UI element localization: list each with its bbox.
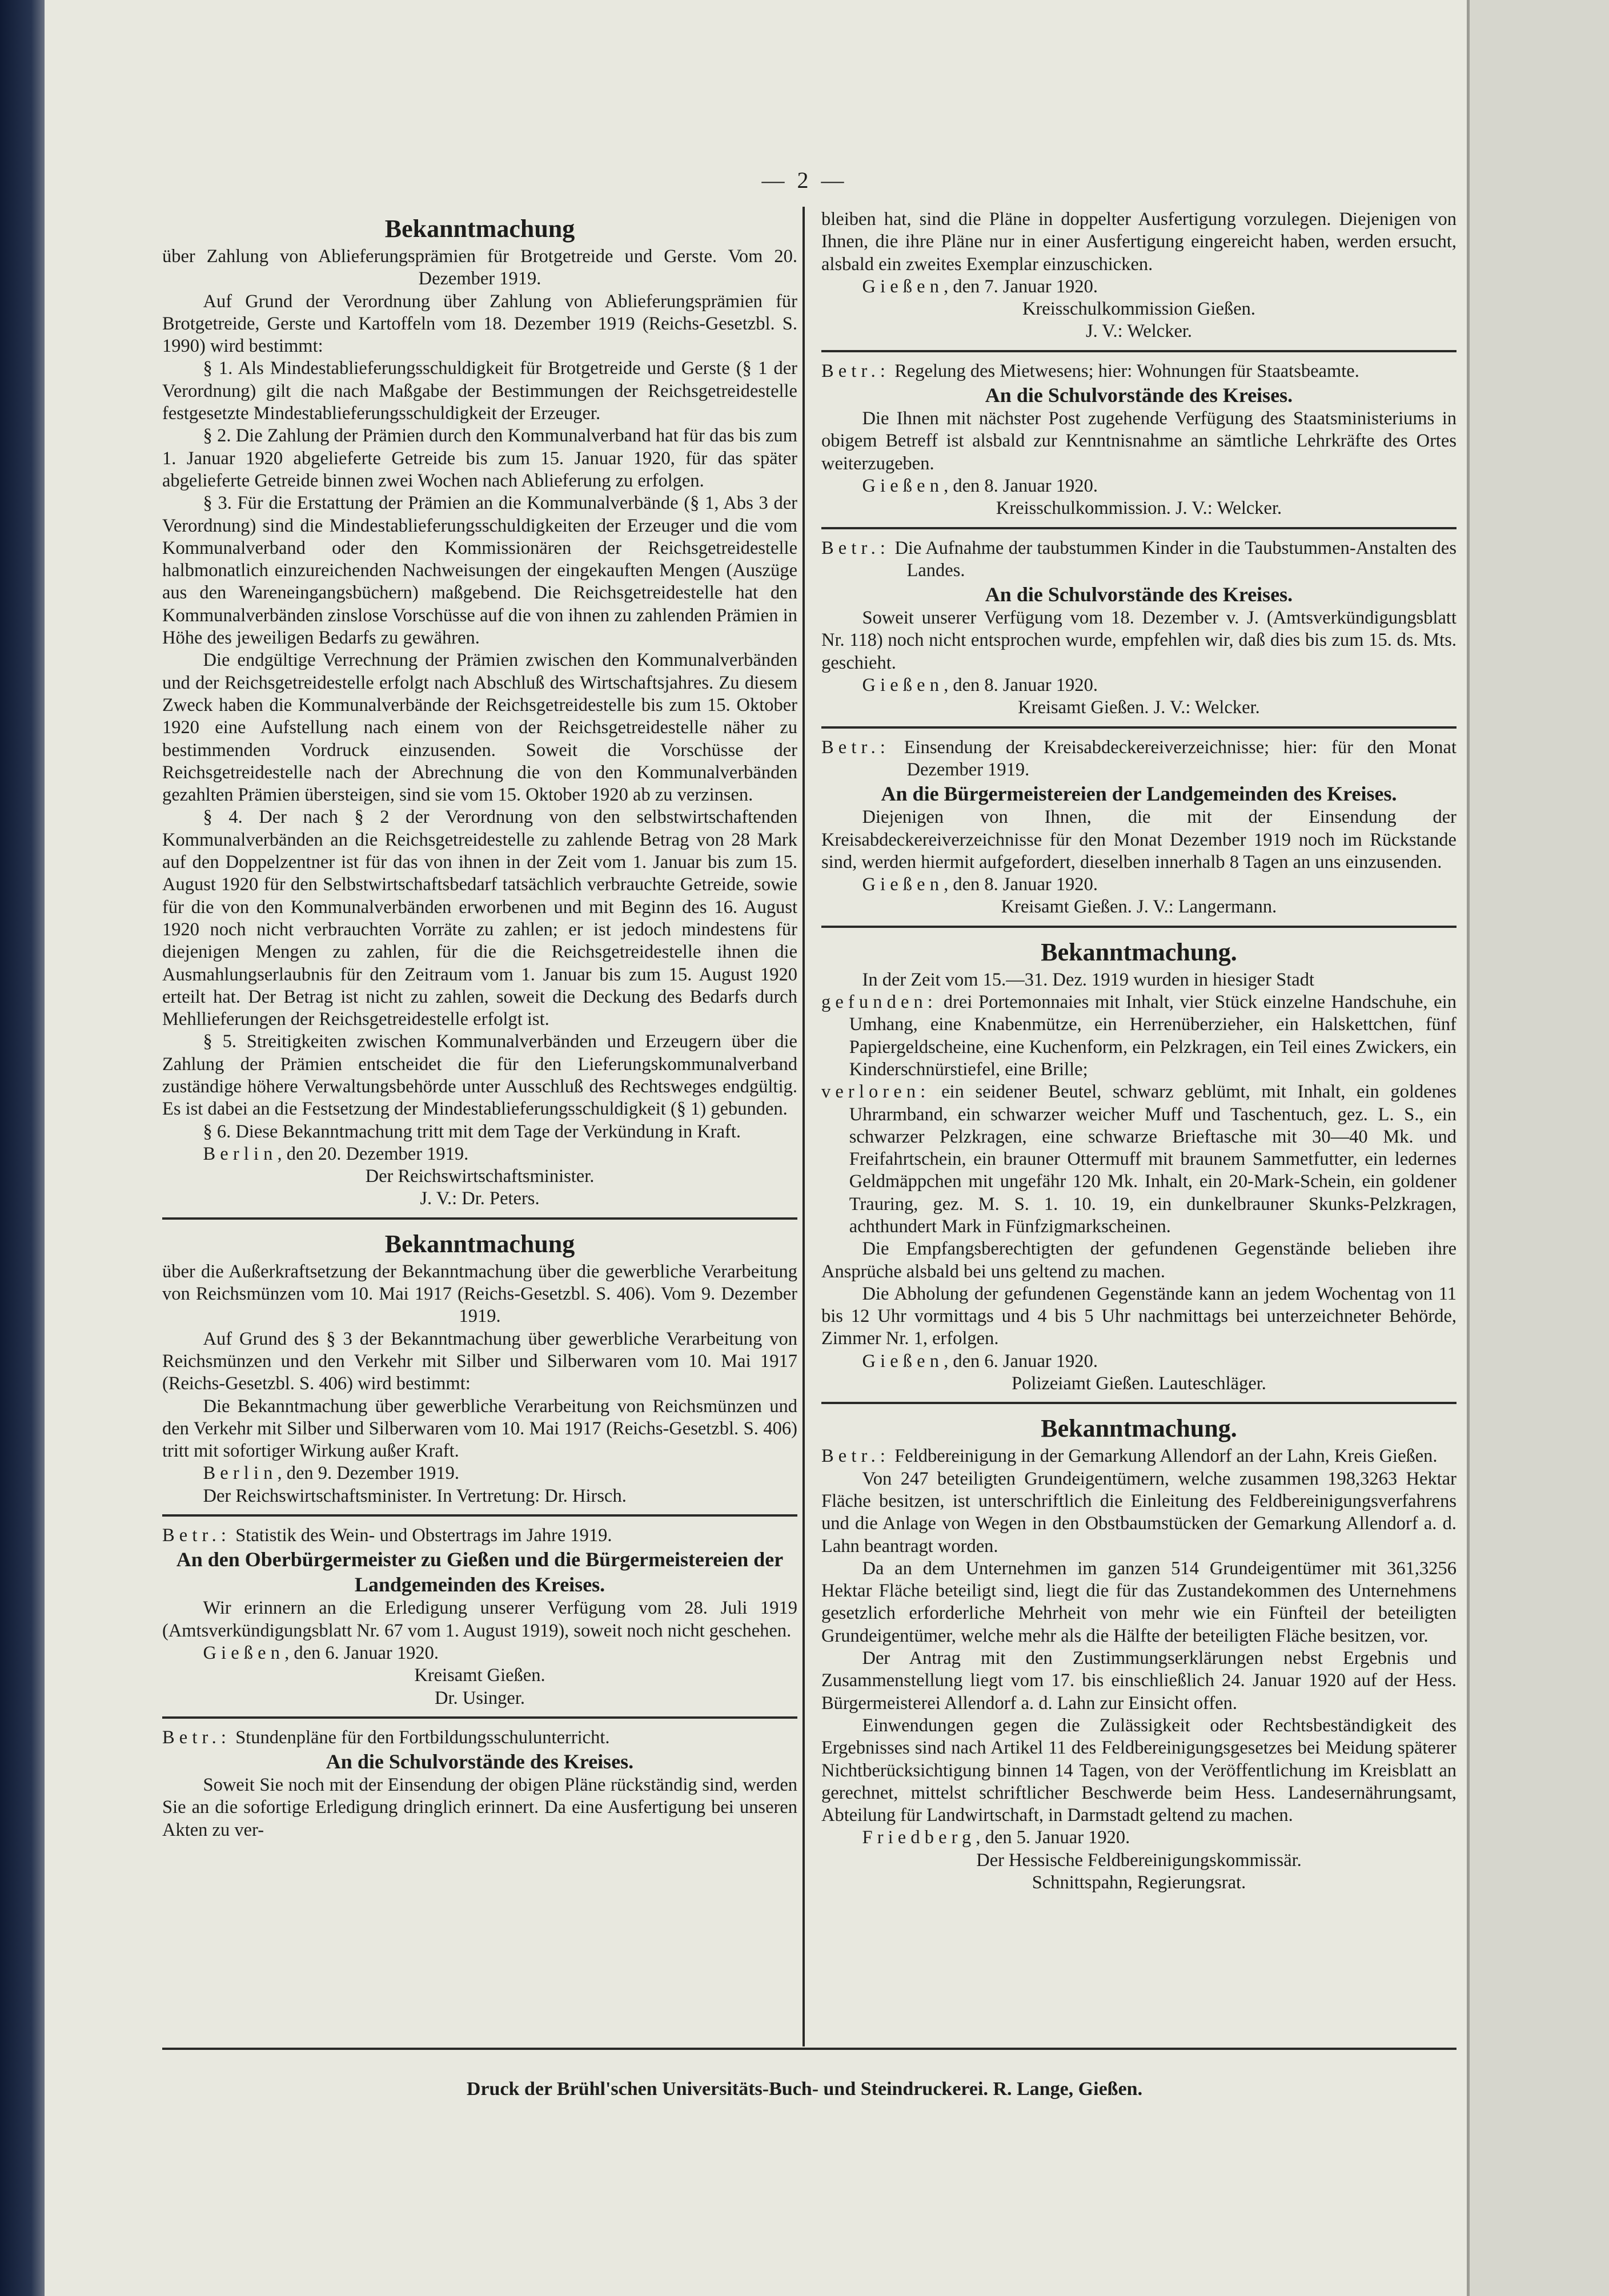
dateline-text: , den 8. Januar 1920. (944, 874, 1098, 895)
signature-line: Kreisschulkommission. J. V.: Welcker. (996, 498, 1282, 519)
addressee-heading: An die Schulvorstände des Kreises. (326, 1750, 634, 1774)
right-column (821, 208, 1456, 1894)
section-divider (162, 1514, 797, 1517)
paragraph: Wir erinnern an die Erledigung unserer Verfügung vom 28. Juli 1919 (Amtsverkündigungsblatt Nr. 67 vom 1. August 1919), soweit noch nicht geschehen. (162, 1598, 797, 1641)
paragraph: § 4. Der nach § 2 der Verordnung von den selbstwirtschaftenden Kommunalverbänden an die Reichsgetreidestelle zu zahlende Betrag von 28 Mark auf den Doppelzentner ist für das von ihnen in der Zeit vom 1. Januar bis zum 15. August 1920 für den Selbstwirtschaftsbedarf tatsächlich verbrauchte Getreide, sowie für die von den Kommunalverbänden erworbenen und mit Beginn des 16. August 1920 noch nicht verbrauchten Vorräte zu zahlen; er ist jedoch mindestens für diejenigen Mengen zu zahlen, für die die Reichsgetreidestelle ihnen die Ausmahlungserlaubnis für den Zeitraum vom 1. Januar bis zum 15. August 1920 erteilt hat. Der Betrag ist nicht zu zahlen, soweit die Deckung des Bedarfs durch Mehllieferungen der Reichsgetreidestelle erfolgt ist. (162, 807, 797, 1030)
line-text: drei Portemonnaies mit Inhalt, vier Stück einzelne Handschuhe, ein Umhang, eine Knabenmütze, ein Herrenüberzieher, ein Halskettchen, fünf Papiergeldscheine, eine Kuchenform, ein Pelzkragen, ein Teil eines Zwickers, ein Kinderschnürstiefel, eine Brille; (849, 992, 1457, 1080)
section-divider (821, 1402, 1456, 1404)
signature-line: Polizeiamt Gießen. Lauteschläger. (1012, 1373, 1266, 1394)
page-number: — 2 — (761, 167, 848, 193)
dateline (162, 1143, 797, 1165)
addressee-heading: An den Oberbürgermeister zu Gießen und die Bürgermeistereien der Landgemeinden des Kreises. (176, 1548, 784, 1597)
line-text: ein seidener Beutel, schwarz geblümt, mit Inhalt, ein goldenes Uhrarmband, ein schwarzer weicher Muff und Taschentuch, gez. L. S., ein schwarzer Pelzkragen, eine schwarze Brieftasche mit 30—40 Mk. und Freifahrtschein, ein brauner Ottermuff mit braunem Sammetfutter, ein ledernes Geldmäppchen mit ungefähr 120 Mk. Inhalt, ein 20-Mark-Schein, ein goldener Trauring, gez. M. S. 1. 10. 19, ein dunkelbrauner Skunks-Pelzkragen, achthundert Mark in Fünfzigmarkscheinen. (849, 1081, 1456, 1237)
signature-line: Kreisamt Gießen. J. V.: Welcker. (1018, 697, 1260, 718)
subject-line (821, 537, 1456, 582)
signature-line: Der Hessische Feldbereinigungskommissär. (976, 1849, 1302, 1871)
addressee-heading: An die Schulvorstände des Kreises. (985, 384, 1293, 407)
paragraph: Die endgültige Verrechnung der Prämien zwischen den Kommunalverbänden und der Reichsgetreidestelle erfolgt nach Abschluß des Wirtschaftsjahres. Zu diesem Zweck haben die Kommunalverbände der Reichsgetreidestelle bis zum 15. Oktober 1920 eine Aufstellung nach einem von der Reichsgetreidestelle näher zu bestimmenden Vordruck einzusenden. Soweit die Vorschüsse der Reichsgetreidestelle nach der Abrechnung die von den Kommunalverbänden gezahlten Prämien übersteigen, sind sie vom 15. Oktober 1920 ab zu verzinsen. (162, 650, 797, 806)
paragraph: § 2. Die Zahlung der Prämien durch den Kommunalverband hat für das bis zum 1. Januar 1920 abgelieferte Getreide bis zum 15. Januar 1920, für das später abgelieferte Getreide binnen zwei Wochen nach Ablieferung zu erfolgen. (162, 425, 797, 491)
paragraph: Die Empfangsberechtigten der gefundenen Gegenstände belieben ihre Ansprüche alsbald bei uns geltend zu machen. (821, 1239, 1456, 1282)
line-label: Betr.: (162, 1525, 231, 1546)
dateline-text: , den 5. Januar 1920. (976, 1827, 1130, 1848)
signature-line: Kreisamt Gießen. J. V.: Langermann. (1001, 896, 1277, 918)
paragraph: § 5. Streitigkeiten zwischen Kommunalverbänden und Erzeugern über die Zahlung der Prämien entscheidet die für den Lieferungskommunalverband zuständige höhere Verwaltungsbehörde unter Ausschluß des Rechtsweges endgültig. Es ist dabei an die Festsetzung der Mindestablieferungsschuldigkeit (§ 1) gebunden. (162, 1031, 797, 1120)
paragraph: § 1. Als Mindestablieferungsschuldigkeit für Brotgetreide und Gerste (§ 1 der Verordnung) gilt die nach Maßgabe der Bestimmungen der Reichsgetreidestelle festgesetzte Mindestablieferungsschuldigkeit der Erzeuger. (162, 358, 797, 424)
dateline-place: Gießen (862, 276, 944, 297)
signature-line: Kreisamt Gießen. (414, 1665, 545, 1686)
section-divider (821, 726, 1456, 729)
dateline-place: Gießen (862, 1350, 944, 1372)
dateline-text: , den 9. Dezember 1919. (277, 1463, 460, 1484)
dateline (821, 1350, 1456, 1373)
signature-line: Kreisschulkommission Gießen. (1022, 299, 1255, 320)
signature-line: J. V.: Welcker. (1085, 321, 1193, 342)
line-label: Betr.: (821, 537, 890, 558)
dateline-place: Friedberg (862, 1827, 976, 1848)
notice-heading: Bekanntmachung. (1041, 938, 1237, 966)
labeled-paragraph (821, 991, 1456, 1081)
dateline (162, 1462, 797, 1485)
paragraph: Einwendungen gegen die Zulässigkeit oder Rechtsbeständigkeit des Ergebnisses sind nach Artikel 11 des Feldbereinigungsgesetzes bei Meidung späterer Nichtberücksichtigung binnen 14 Tagen, von der Veröffentlichung im Kreisblatt an gerechnet, mittelst schriftlicher Beschwerde beim Hess. Landesernährungsamt, Abteilung für Landwirtschaft, in Darmstadt geltend zu machen. (821, 1715, 1456, 1826)
dateline (162, 1642, 797, 1664)
addressee-heading: An die Bürgermeistereien der Landgemeinden des Kreises. (881, 782, 1397, 806)
line-text: Feldbereinigung in der Gemarkung Allendorf an der Lahn, Kreis Gießen. (894, 1446, 1438, 1467)
dateline (821, 1827, 1456, 1849)
dateline-text: , den 8. Januar 1920. (944, 475, 1098, 496)
signature-line: Der Reichswirtschaftsminister. (365, 1166, 595, 1187)
paragraph: Soweit Sie noch mit der Einsendung der obigen Pläne rückständig sind, werden Sie an die sofortige Erledigung dringlich erinnert. Da eine Ausfertigung bei unseren Akten zu ver- (162, 1775, 797, 1840)
addressee-heading: An die Schulvorstände des Kreises. (985, 583, 1293, 606)
dateline-text: Der Reichswirtschaftsminister. In Vertretung: Dr. Hirsch. (203, 1485, 627, 1506)
section-divider (821, 926, 1456, 928)
paragraph: Die Ihnen mit nächster Post zugehende Verfügung des Staatsministeriums in obigem Betreff ist alsbald zur Kenntnisnahme an sämtliche Lehrkräfte des Ortes weiterzugeben. (821, 408, 1456, 474)
line-label: Betr.: (821, 360, 890, 381)
dateline-text: , den 20. Dezember 1919. (277, 1143, 469, 1164)
dateline-place: Gießen (203, 1642, 285, 1663)
dateline-text: , den 6. Januar 1920. (944, 1350, 1098, 1372)
paragraph: § 6. Diese Bekanntmachung tritt mit dem Tage der Verkündung in Kraft. (203, 1121, 741, 1142)
paragraph: Der Antrag mit den Zustimmungserklärungen nebst Ergebnis und Zusammenstellung liegt vom 17. bis einschließlich 24. Januar 1920 auf der Hess. Bürgermeisterei Allendorf a. d. Lahn zur Einsicht offen. (821, 1648, 1456, 1714)
dateline (821, 475, 1456, 497)
paragraph: Diejenigen von Ihnen, die mit der Einsendung der Kreisabdeckereiverzeichnisse für den Monat Dezember 1919 noch im Rückstande sind, werden hiermit aufgefordert, dieselben innerhalb 8 Tagen an uns einzusenden. (821, 807, 1456, 872)
dateline-text: , den 7. Januar 1920. (944, 276, 1098, 297)
page-right-edge (1467, 0, 1609, 2296)
section-divider (821, 350, 1456, 352)
paragraph: Die Bekanntmachung über gewerbliche Verarbeitung von Reichsmünzen und den Verkehr mit Silber und Silberwaren vom 10. Mai 1917 (Reichs-Gesetzbl. S. 406) tritt mit sofortiger Wirkung außer Kraft. (162, 1396, 797, 1462)
subject-line (162, 1727, 797, 1749)
dateline-place: Gießen (862, 675, 944, 696)
subject-line (821, 1445, 1456, 1467)
column-divider (803, 207, 805, 2046)
line-text: Stundenpläne für den Fortbildungsschulunterricht. (235, 1727, 610, 1748)
line-text: Statistik des Wein- und Obstertrags im Jahre 1919. (235, 1525, 612, 1546)
notice-heading: Bekanntmachung (384, 1229, 575, 1258)
signature-line: Dr. Usinger. (435, 1687, 525, 1708)
section-divider (162, 1716, 797, 1719)
dateline (821, 874, 1456, 896)
paragraph: Die Abholung der gefundenen Gegenstände kann an jedem Wochentag von 11 bis 12 Uhr vormittags und 4 bis 5 Uhr nachmittags bei unterzeichneter Behörde, Zimmer Nr. 1, erfolgen. (821, 1283, 1456, 1349)
printer-imprint: Druck der Brühl'schen Universitäts-Buch- und Steindruckerei. R. Lange, Gießen. (466, 2078, 1143, 2100)
signature-line: J. V.: Dr. Peters. (420, 1188, 540, 1209)
line-text: Regelung des Mietwesens; hier: Wohnungen für Staatsbeamte. (894, 360, 1359, 381)
left-column (162, 210, 797, 1841)
paragraph: Von 247 beteiligten Grundeigentümern, welche zusammen 198,3263 Hektar Fläche besitzen, ist unterschriftlich die Einleitung des Feldbereinigungsverfahrens und die Anlage von Wegen in den Obstbaumstücken der Gemarkung Allendorf a. d. Lahn beantragt worden. (821, 1468, 1456, 1557)
dateline (162, 1485, 797, 1507)
notice-subtitle: über Zahlung von Ablieferungsprämien für Brotgetreide und Gerste. Vom 20. Dezember 1919. (162, 246, 797, 289)
subject-line (821, 737, 1456, 782)
dateline-text: , den 8. Januar 1920. (944, 675, 1098, 696)
notice-heading: Bekanntmachung (384, 215, 575, 243)
paragraph: Da an dem Unternehmen im ganzen 514 Grundeigentümer mit 361,3256 Hektar Fläche beteiligt sind, liegt die für das Zustandekommen des Unternehmens gesetzlich erforderliche Mehrheit von mehr wie ein Fünfteil der beteiligten Grundeigentümer, welche mehr als die Hälfte der beteiligten Fläche besitzen, vor. (821, 1558, 1456, 1646)
notice-subtitle: über die Außerkraftsetzung der Bekanntmachung über die gewerbliche Verarbeitung von Reichsmünzen vom 10. Mai 1917 (Reichs-Gesetzbl. S. 406). Vom 9. Dezember 1919. (162, 1261, 797, 1327)
paragraph: In der Zeit vom 15.—31. Dez. 1919 wurden in hiesiger Stadt (862, 969, 1315, 990)
subject-line (162, 1525, 797, 1547)
section-divider (162, 1217, 797, 1220)
line-text: Einsendung der Kreisabdeckereiverzeichnisse; hier: für den Monat Dezember 1919. (904, 737, 1457, 780)
dateline (821, 276, 1456, 298)
dateline-place: Gießen (862, 475, 944, 496)
dateline-place: Gießen (862, 874, 944, 895)
section-divider (821, 527, 1456, 529)
bottom-rule (162, 2048, 1456, 2050)
line-label: Betr.: (821, 1446, 890, 1467)
line-label: Betr.: (821, 737, 890, 758)
dateline-place: Berlin (203, 1463, 278, 1484)
paragraph: § 3. Für die Erstattung der Prämien an die Kommunalverbände (§ 1, Abs 3 der Verordnung) sind die Mindestablieferungsschuldigkeiten der Erzeuger und die vom Kommunalverband oder den Kommissionären der Reichsgetreidestelle halbmonatlich einzureichenden Nachweisungen der eingekauften Mengen (Auszüge aus den Wareneingangsbüchern) maßgebend. Die Reichsgetreidestelle hat den Kommunalverbänden zinslose Vorschüsse auf die von ihnen zu zahlenden Prämien in Höhe des jeweiligen Bedarfs zu gewähren. (162, 493, 797, 649)
subject-line (821, 360, 1456, 383)
signature-line: Schnittspahn, Regierungsrat. (1032, 1872, 1246, 1893)
paragraph: Auf Grund der Verordnung über Zahlung von Ablieferungsprämien für Brotgetreide, Gerste und Kartoffeln vom 18. Dezember 1919 (Reichs-Gesetzbl. S. 1990) wird bestimmt: (162, 291, 797, 357)
notice-heading: Bekanntmachung. (1041, 1414, 1237, 1443)
line-label: gefunden: (821, 992, 938, 1013)
book-binding-edge (0, 0, 45, 2296)
labeled-paragraph (821, 1081, 1456, 1238)
paragraph-continued: bleiben hat, sind die Pläne in doppelter Ausfertigung vorzulegen. Diejenigen von Ihnen, die ihre Pläne nur in einer Ausfertigung eingereicht haben, werden ersucht, alsbald ein zweites Exemplar einzuschicken. (821, 209, 1456, 275)
line-label: verloren: (821, 1081, 930, 1103)
paragraph: Soweit unserer Verfügung vom 18. Dezember v. J. (Amtsverkündigungsblatt Nr. 118) noch nicht entsprochen wurde, empfehlen wir, daß dies bis zum 15. ds. Mts. geschieht. (821, 608, 1456, 673)
dateline-text: , den 6. Januar 1920. (284, 1642, 439, 1663)
dateline-place: Berlin (203, 1143, 278, 1164)
paragraph: Auf Grund des § 3 der Bekanntmachung über gewerbliche Verarbeitung von Reichsmünzen und den Verkehr mit Silber und Silberwaren vom 10. Mai 1917 (Reichs-Gesetzbl. S. 406) wird bestimmt: (162, 1328, 797, 1394)
line-label: Betr.: (162, 1727, 231, 1748)
dateline (821, 674, 1456, 697)
line-text: Die Aufnahme der taubstummen Kinder in die Taubstummen-Anstalten des Landes. (894, 537, 1457, 581)
